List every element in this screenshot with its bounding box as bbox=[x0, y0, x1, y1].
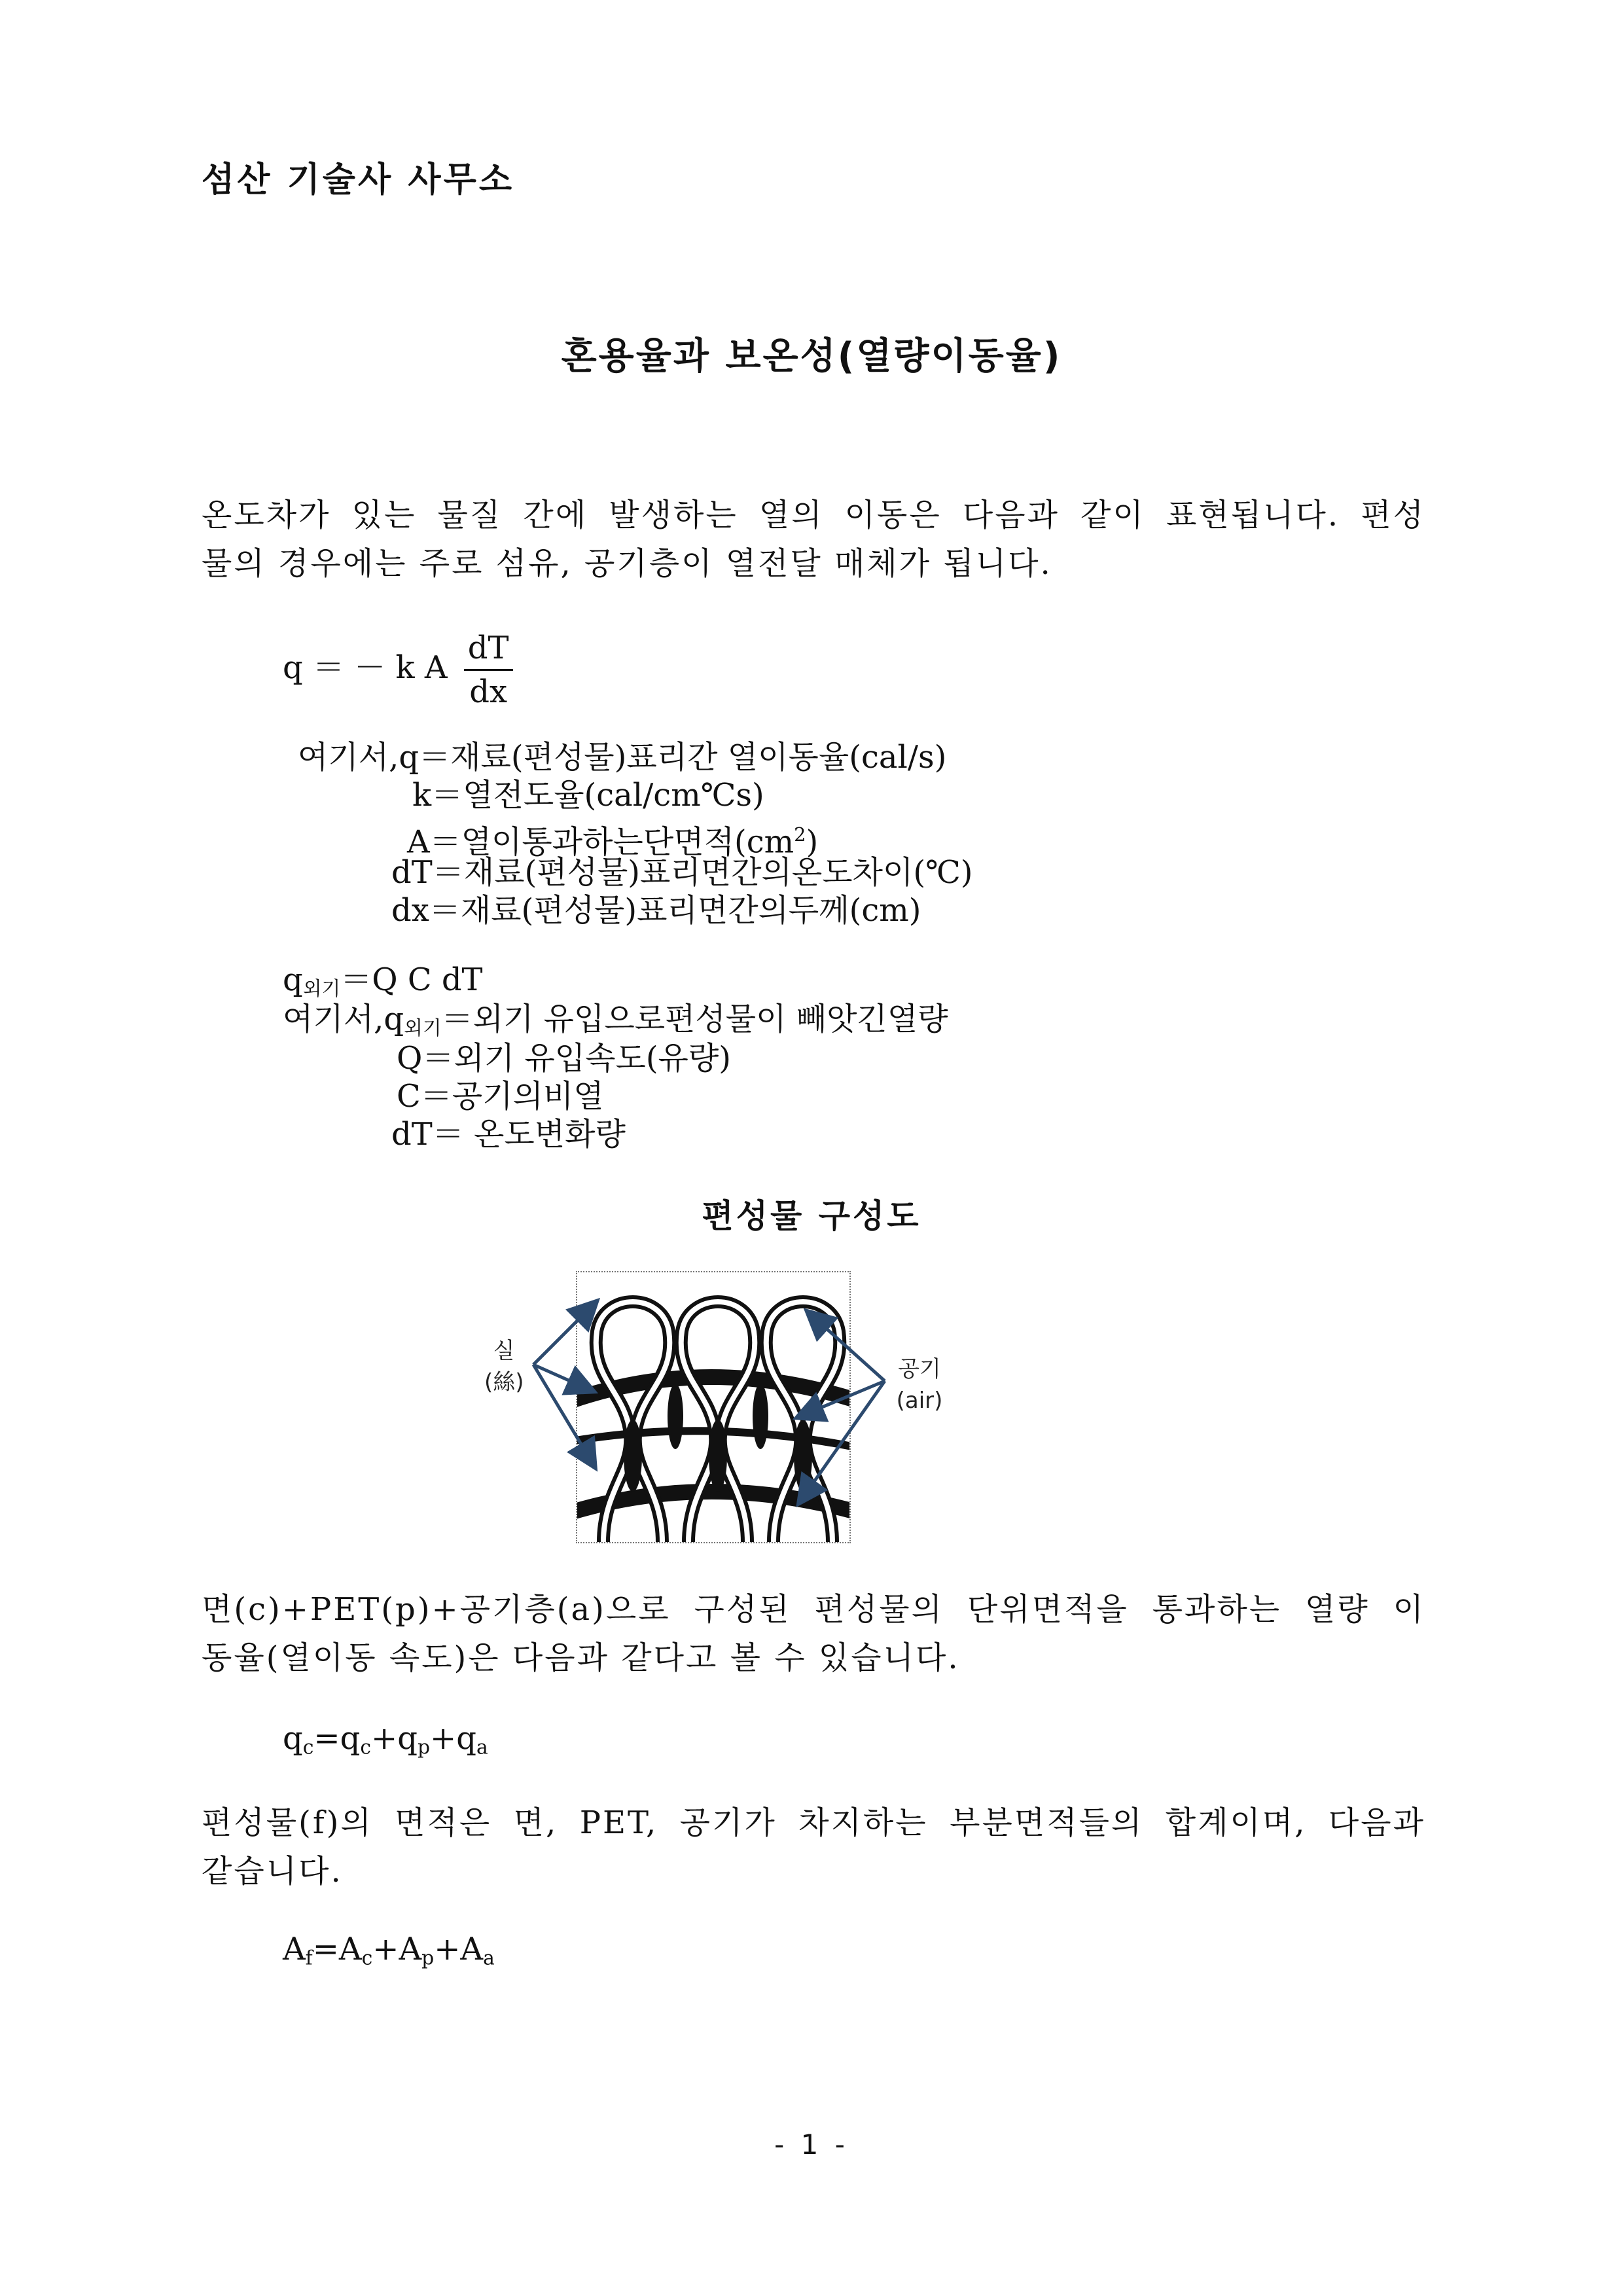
intro-paragraph bbox=[202, 491, 1425, 588]
equals-sign: = bbox=[312, 1931, 339, 1967]
equation-lhs: q ＝ － k A bbox=[283, 649, 448, 686]
heat-transfer-equation bbox=[283, 630, 513, 710]
fraction-denominator: dx bbox=[469, 673, 508, 710]
intro-line-2: 물의 경우에는 주로 섬유, 공기층이 열전달 매체가 됩니다. bbox=[202, 545, 1052, 582]
plus-sign: + bbox=[434, 1931, 461, 1967]
figure-arrows bbox=[517, 1283, 910, 1518]
page-number: - 1 - bbox=[774, 2128, 849, 2161]
definition-prefix: 여기서, bbox=[298, 739, 399, 776]
figure-title: 편성물 구성도 bbox=[702, 1197, 921, 1235]
definition-q-text: ＝재료(편성물)표리간 열이동율(cal/s) bbox=[419, 739, 947, 776]
subscript-outside-air: 외기 bbox=[404, 1016, 442, 1040]
equation2-rhs: ＝Q C dT bbox=[340, 961, 483, 998]
symbol-q: q bbox=[456, 1720, 476, 1757]
symbol-a: A bbox=[460, 1931, 484, 1967]
definition-prefix: 여기서, bbox=[283, 1001, 384, 1037]
definition-a-close: ) bbox=[806, 823, 819, 861]
plus-sign: + bbox=[430, 1720, 457, 1757]
subscript-a: a bbox=[483, 1946, 495, 1970]
area-paragraph bbox=[202, 1799, 1425, 1895]
definition-a-text: A＝열이통과하는단면적(cm bbox=[407, 823, 794, 861]
subscript-c: c bbox=[361, 1946, 373, 1970]
intro-line-1: 온도차가 있는 물질 간에 발생하는 열의 이동은 다음과 같이 표현됩니다. 편성 bbox=[202, 497, 1425, 533]
symbol-a: A bbox=[338, 1931, 362, 1967]
definition-k: k＝열전도율(cal/cm℃s) bbox=[412, 777, 764, 814]
heat-rate-sum-equation bbox=[283, 1720, 488, 1759]
subscript-c: c bbox=[302, 1736, 314, 1759]
symbol-q: q bbox=[340, 1720, 361, 1757]
yarn-label-hanja: (絲) bbox=[484, 1369, 524, 1395]
equals-sign: = bbox=[313, 1720, 340, 1757]
area-line-1: 편성물(f)의 면적은 면, PET, 공기가 차지하는 부분면적들의 합계이며, 다음과 bbox=[202, 1804, 1425, 1841]
subscript-p: p bbox=[421, 1946, 435, 1970]
fraction bbox=[464, 630, 513, 710]
area-line-2: 같습니다. bbox=[202, 1853, 343, 1890]
subscript-outside-air: 외기 bbox=[302, 977, 341, 1001]
superscript-2: 2 bbox=[794, 823, 806, 846]
yarn-label-korean: 실 bbox=[493, 1338, 515, 1364]
plus-sign: + bbox=[371, 1720, 398, 1757]
composition-line-1: 면(c)+PET(p)+공기층(a)으로 구성된 편성물의 단위면적을 통과하는 열량 이 bbox=[202, 1591, 1425, 1628]
symbol-a: A bbox=[283, 1931, 306, 1967]
air-label-english: (air) bbox=[896, 1388, 943, 1414]
yarn-label bbox=[484, 1335, 524, 1398]
plus-sign: + bbox=[372, 1931, 399, 1967]
subscript-a: a bbox=[476, 1736, 488, 1759]
composition-paragraph bbox=[202, 1585, 1425, 1682]
symbol-q: q bbox=[283, 1720, 303, 1757]
symbol-q: q bbox=[397, 1720, 418, 1757]
definition-dt: dT＝재료(편성물)표리면간의온도차이(℃) bbox=[391, 854, 973, 891]
office-header: 섬산 기술사 사무소 bbox=[202, 160, 515, 200]
air-label bbox=[890, 1354, 949, 1416]
document-title: 혼용율과 보온성(열량이동율) bbox=[561, 335, 1062, 378]
symbol-a: A bbox=[399, 1931, 422, 1967]
definition-dx: dx＝재료(편성물)표리면간의두께(cm) bbox=[391, 892, 921, 929]
area-sum-equation bbox=[283, 1931, 495, 1969]
subscript-p: p bbox=[417, 1736, 431, 1759]
definition-flow-q: Q＝외기 유입속도(유량) bbox=[397, 1040, 732, 1077]
definition-dt-change: dT＝ 온도변화량 bbox=[391, 1116, 626, 1153]
symbol-q: q bbox=[283, 961, 303, 998]
air-label-korean: 공기 bbox=[898, 1356, 941, 1382]
symbol-q: q bbox=[383, 1001, 404, 1037]
definition-c: C＝공기의비열 bbox=[397, 1078, 604, 1115]
subscript-f: f bbox=[305, 1946, 313, 1970]
subscript-c: c bbox=[360, 1736, 372, 1759]
symbol-q: q bbox=[399, 739, 419, 776]
fraction-numerator: dT bbox=[464, 630, 513, 671]
composition-line-2: 동율(열이동 속도)은 다음과 같다고 볼 수 있습니다. bbox=[202, 1640, 960, 1676]
definition-q-outside-text: ＝외기 유입으로편성물이 빼앗긴열량 bbox=[441, 1001, 948, 1037]
definition-q bbox=[298, 738, 946, 776]
